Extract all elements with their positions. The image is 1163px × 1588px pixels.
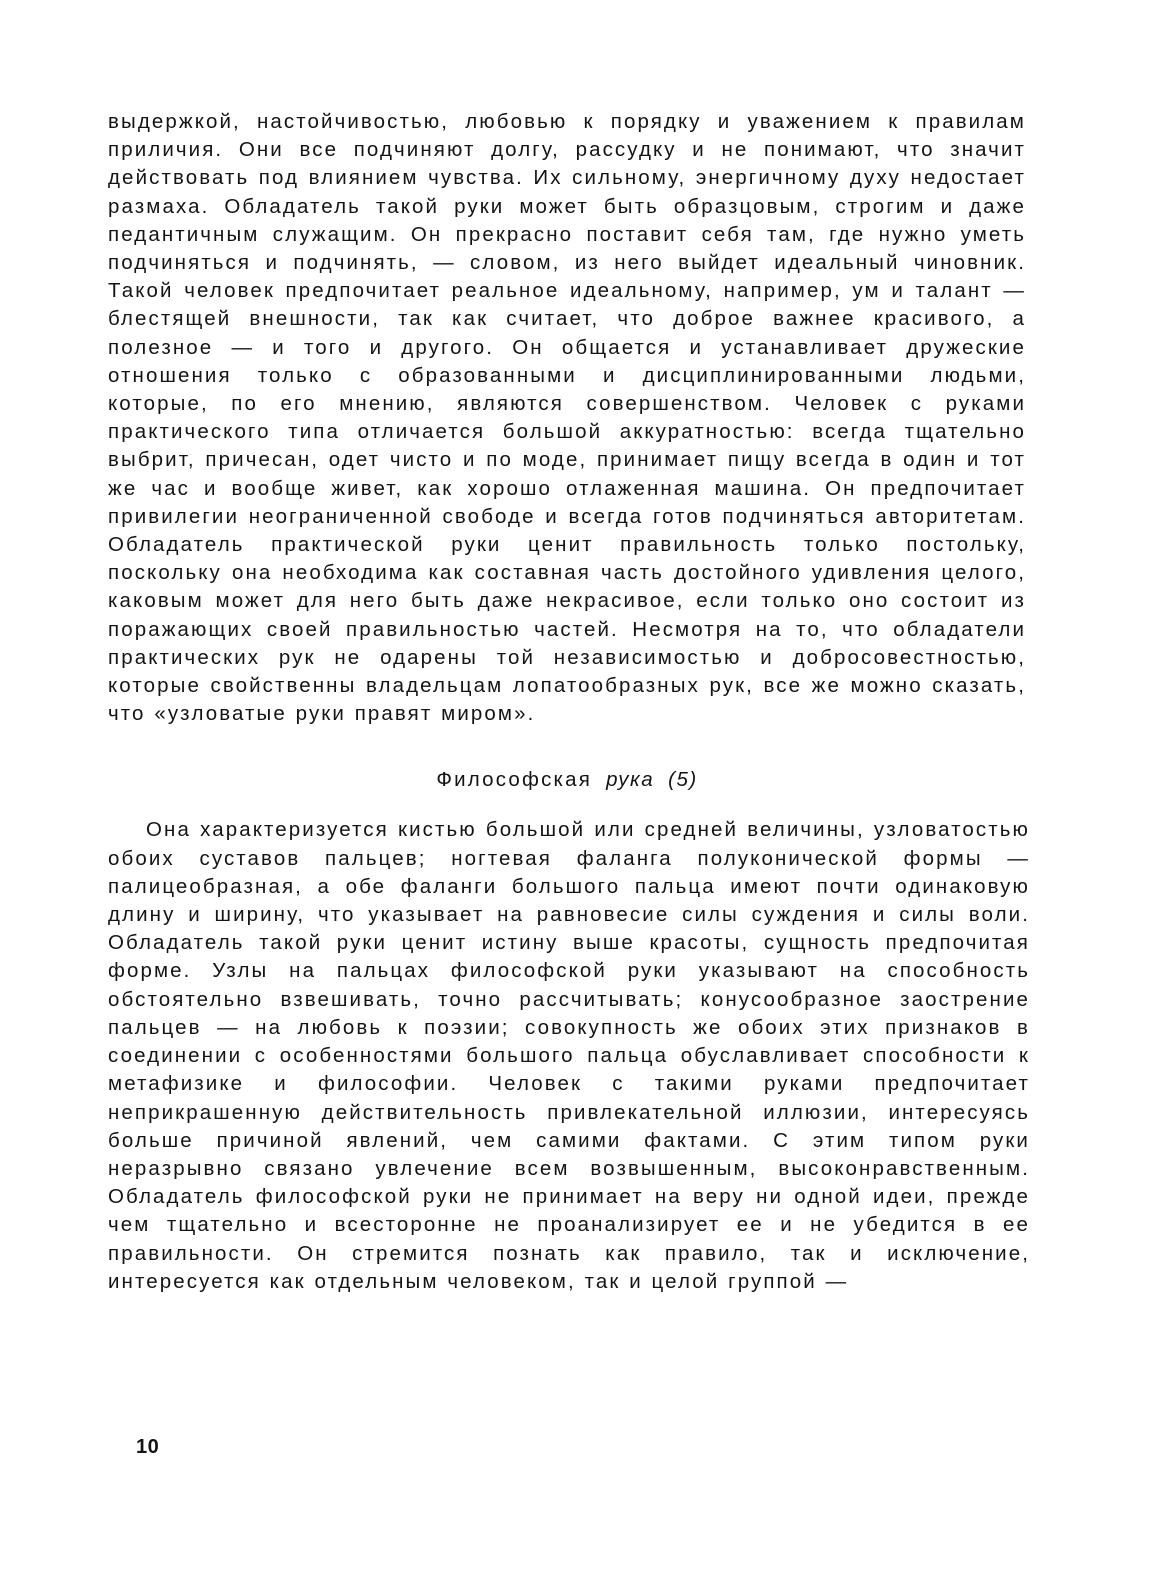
page-body — [108, 108, 1030, 1296]
paragraph-philosophical-hand: Она характеризуется кистью большой или средней величины, узловатостью обоих суставов пальцев; ногтевая фаланга полуконической формы — палицеобразная, а обе фаланги большого пальца имеют почти одинаковую длину и ширину, что указывает на равновесие силы суждения и силы воли. Обладатель такой руки ценит истину выше красоты, сущность предпочитая форме. Узлы на пальцах философской руки указывают на способность обстоятельно взвешивать, точно рассчитывать; конусообразное заострение пальцев — на любовь к поэзии; совокупность же обоих этих признаков в соединении с особенностями большого пальца обуславливает способности к метафизике и философии. Человек с такими руками предпочитает неприкрашенную действительность привлекательной иллюзии, интересуясь больше причиной явлений, чем самими фактами. С этим типом руки неразрывно связано увлечение всем возвышенным, высоконравственным. Обладатель философской руки не принимает на веру ни одной идеи, прежде чем тщательно и всесторонне не проанализирует ее и не убедится в ее правильности. Он стремится познать как правило, так и исключение, интересуется как отдельным человеком, так и целой группой — — [108, 818, 1030, 1293]
paragraph-practical-hand: выдержкой, настойчивостью, любовью к порядку и уважением к правилам приличия. Они все подчиняют долгу, рассудку и не понимают, что значит действовать под влиянием чувства. Их сильному, энергичному духу недостает размаха. Обладатель такой руки может быть образцовым, строгим и даже педантичным служащим. Он прекрасно поставит себя там, где нужно уметь подчиняться и подчинять, — словом, из него выйдет идеальный чиновник. Такой человек предпочитает реальное идеальному, например, ум и талант — блестящей внешности, так как считает, что доброе важнее красивого, а полезное — и того и другого. Он общается и устанавливает дружеские отношения только с образованными и дисциплинированными людьми, которые, по его мнению, являются совершенством. Человек с руками практического типа отличается большой аккуратностью: всегда тщательно выбрит, причесан, одет чисто и по моде, принимает пищу всегда в один и тот же час и вообще живет, как хорошо отлаженная машина. Он предпочитает привилегии неограниченной свободе и всегда готов подчиняться авторитетам. Обладатель практической руки ценит правильность только постольку, поскольку она необходима как составная часть достойного удивления целого, каковым может для него быть даже некрасивое, если только оно состоит из поражающих своей правильностью частей. Несмотря на то, что обладатели практических рук не одарены той независимостью и добросовестностью, которые свойственны владельцам лопатообразных рук, все же можно сказать, что «узловатые руки правят миром». — [108, 110, 1026, 726]
page-number: 10 — [136, 1436, 160, 1458]
heading-italic-word: рука — [606, 768, 655, 792]
heading-number: (5) — [668, 768, 698, 792]
heading-word: Философская — [436, 768, 593, 792]
section-heading — [108, 766, 1026, 794]
